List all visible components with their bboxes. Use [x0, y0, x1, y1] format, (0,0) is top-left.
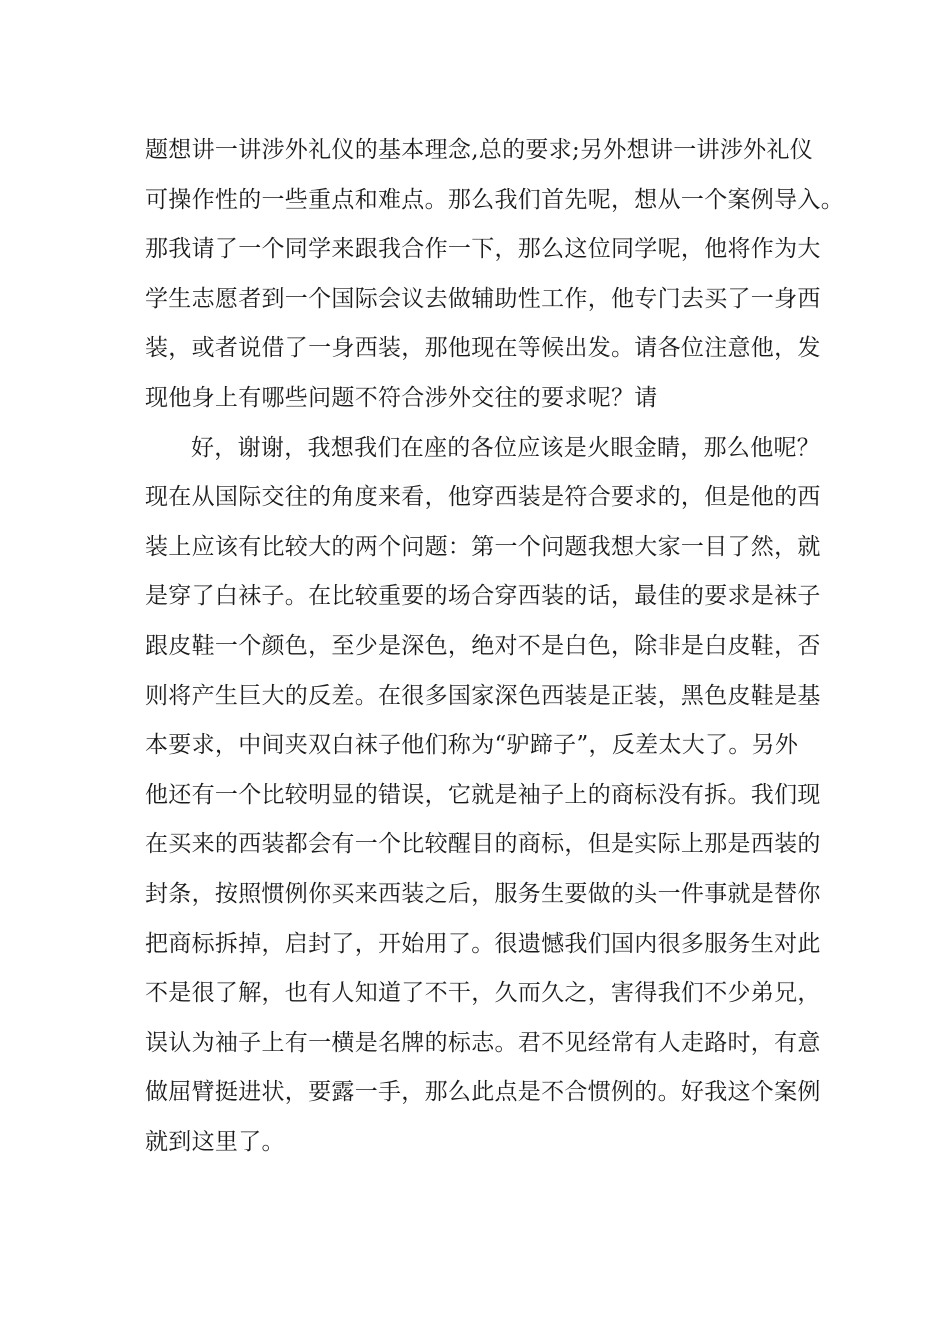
text-line: 装上应该有比较大的两个问题：第一个问题我想大家一目了然，就	[145, 533, 821, 560]
text-line: 是穿了白袜子。在比较重要的场合穿西装的话，最佳的要求是袜子	[145, 583, 821, 610]
paragraph-1	[145, 126, 844, 424]
text-line: 误认为袖子上有一横是名牌的标志。君不见经常有人走路时，有意	[145, 1029, 821, 1056]
text-line: 好，谢谢，我想我们在座的各位应该是火眼金睛，那么他呢？	[191, 434, 821, 461]
body-text	[145, 126, 844, 1167]
text-line: 题想讲一讲涉外礼仪的基本理念,总的要求;另外想讲一讲涉外礼仪	[145, 137, 814, 163]
text-line: 学生志愿者到一个国际会议去做辅助性工作，他专门去买了一身西	[145, 285, 821, 312]
text-line: 装，或者说借了一身西装，那他现在等候出发。请各位注意他，发	[145, 335, 821, 362]
text-line: 就到这里了。	[145, 1128, 285, 1155]
text-line: 则将产生巨大的反差。在很多国家深色西装是正装，黑色皮鞋是基	[145, 682, 821, 709]
text-line: 在买来的西装都会有一个比较醒目的商标，但是实际上那是西装的	[145, 831, 821, 858]
text-line: 他还有一个比较明显的错误，它就是袖子上的商标没有拆。我们现	[145, 781, 821, 808]
text-line: 那我请了一个同学来跟我合作一下，那么这位同学呢，他将作为大	[145, 236, 821, 263]
text-line: 把商标拆掉，启封了，开始用了。很遗憾我们国内很多服务生对此	[145, 930, 821, 957]
text-line: 做屈臂挺进状，要露一手，那么此点是不合惯例的。好我这个案例	[145, 1079, 821, 1106]
text-line: 不是很了解，也有人知道了不干，久而久之，害得我们不少弟兄，	[145, 980, 821, 1007]
text-line: 跟皮鞋一个颜色，至少是深色，绝对不是白色，除非是白皮鞋，否	[145, 632, 821, 659]
text-line: 现在从国际交往的角度来看，他穿西装是符合要求的，但是他的西	[145, 484, 821, 511]
text-line: 封条，按照惯例你买来西装之后，服务生要做的头一件事就是替你	[145, 880, 821, 907]
text-line: 可操作性的一些重点和难点。那么我们首先呢，想从一个案例导入。	[145, 186, 844, 213]
text-line: 现他身上有哪些问题不符合涉外交往的要求呢？请	[145, 384, 658, 411]
text-line: 本要求，中间夹双白袜子他们称为“驴蹄子”，反差太大了。另外	[145, 732, 799, 759]
paragraph-2	[145, 424, 825, 1168]
